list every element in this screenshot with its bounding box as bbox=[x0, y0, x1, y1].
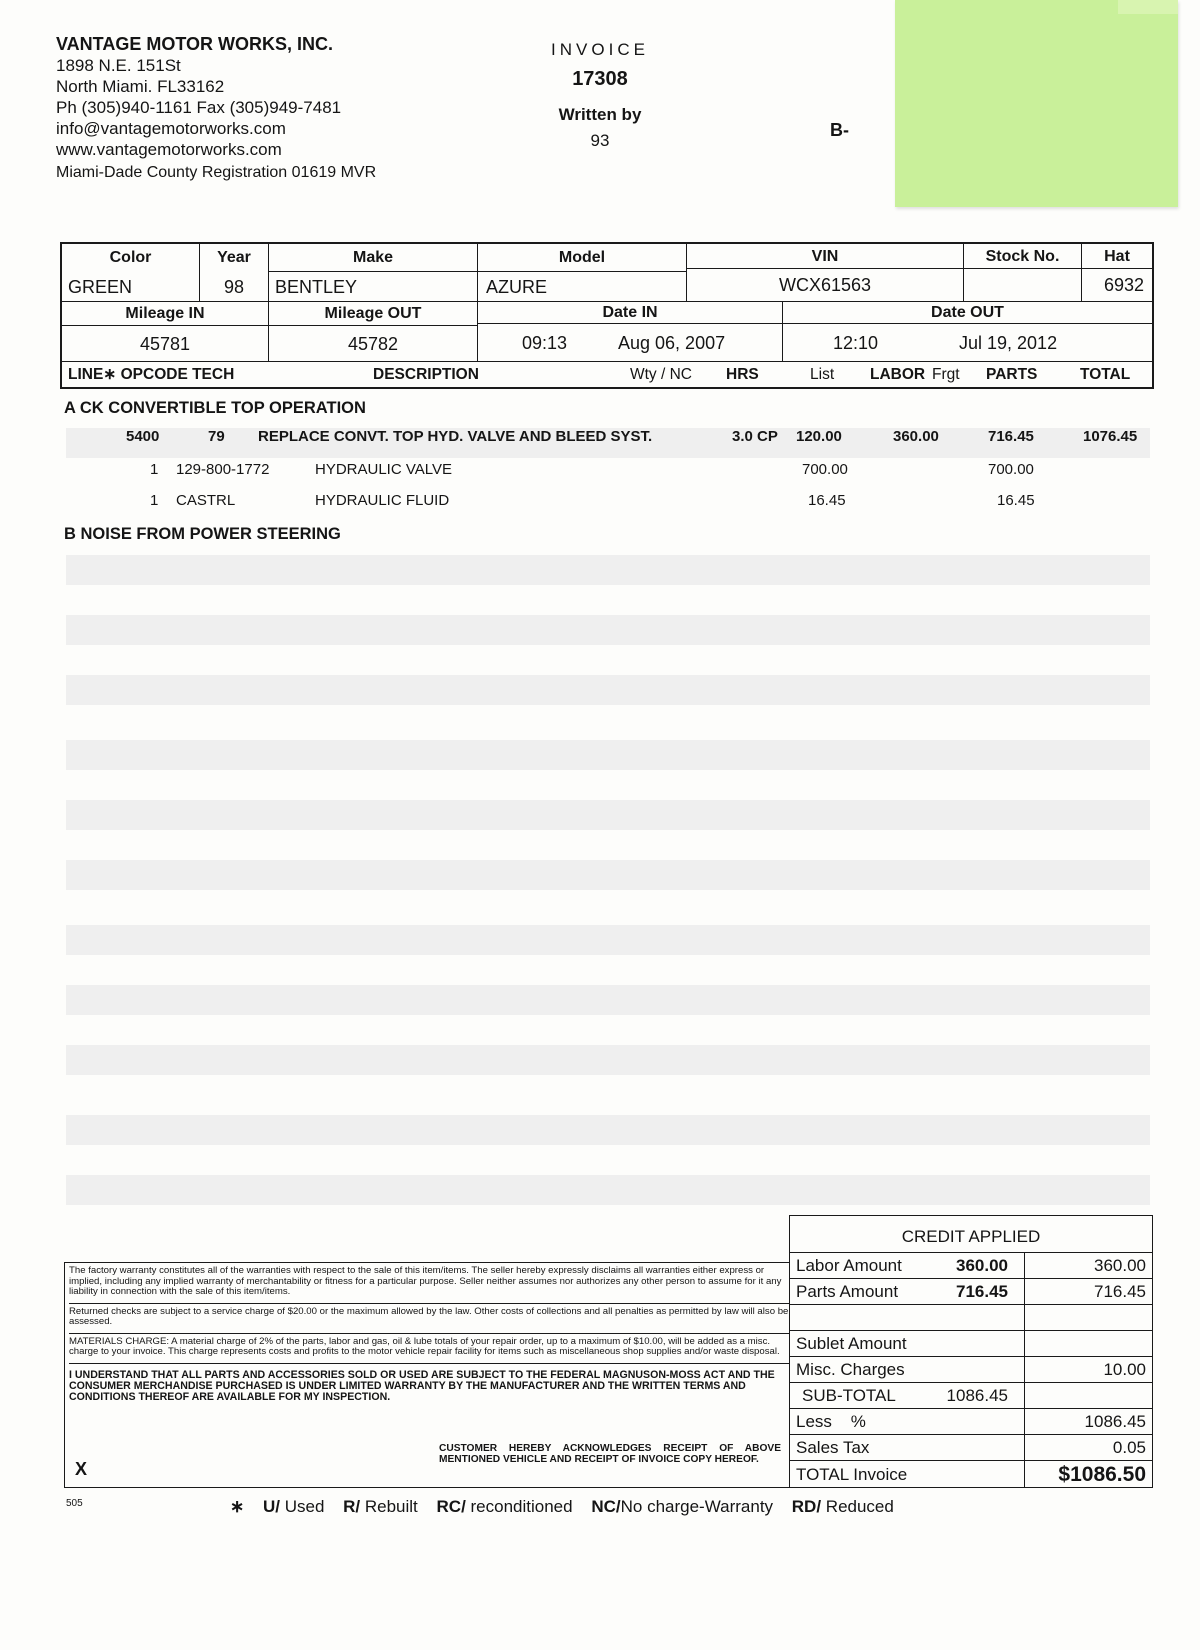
labor-amount-row bbox=[790, 1252, 1152, 1278]
company-name: VANTAGE MOTOR WORKS, INC. bbox=[56, 34, 333, 54]
hat-value: 6932 bbox=[1082, 269, 1152, 302]
legend-star: ∗ bbox=[230, 1497, 245, 1516]
sales-tax-row bbox=[790, 1434, 1152, 1460]
part-list: 16.45 bbox=[808, 492, 846, 509]
sales-tax-label: Sales Tax bbox=[796, 1438, 870, 1457]
model-header: Model bbox=[478, 244, 687, 272]
warranty-text: The factory warranty constitutes all of the warranties with respect to the sale of this item/items. The seller hereby expressly disclaims all warranties either express or implied, including any implied warranty of merchantability or fitness for a particular purpose. Seller neither assumes nor authorizes any other person to assume for it any liability in connection with the sale of this item/items. bbox=[69, 1263, 789, 1304]
company-phone: Ph (305)940-1161 Fax (305)949-7481 bbox=[56, 98, 342, 117]
part-description: HYDRAULIC VALVE bbox=[315, 461, 452, 478]
vin-header: VIN bbox=[687, 244, 964, 269]
materials-charge-text: MATERIALS CHARGE: A material charge of 2% of the parts, labor and gas, oil & lube totals of your repair order, up to a maximum of $10.00, will be added as a misc. charge to your invoice. This charge represents costs and profits to the motor vehicle repair facility for items such as miscellaneous shop supplies and/or waste disposal. bbox=[69, 1334, 789, 1364]
legend-r: R/ bbox=[343, 1497, 361, 1516]
subtotal-value: 1086.45 bbox=[946, 1386, 1008, 1405]
line-columns-header bbox=[62, 362, 1152, 387]
misc-charges-label: Misc. Charges bbox=[796, 1360, 905, 1379]
date-in-header: Date IN bbox=[478, 302, 783, 324]
time-out: 12:10 bbox=[833, 333, 879, 353]
col-total: TOTAL bbox=[1080, 366, 1131, 383]
part-parts: 700.00 bbox=[988, 461, 1034, 478]
parts-credit-value: 716.45 bbox=[1094, 1282, 1146, 1301]
col-parts: PARTS bbox=[986, 366, 1038, 383]
hat-header: Hat bbox=[1082, 244, 1152, 269]
col-list: List bbox=[810, 366, 835, 383]
job-a-opcode: 5400 bbox=[126, 428, 160, 445]
code-legend bbox=[230, 1497, 894, 1517]
job-a-total: 1076.45 bbox=[1083, 428, 1138, 445]
col-hrs: HRS bbox=[726, 366, 759, 383]
labor-credit-value: 360.00 bbox=[1094, 1256, 1146, 1275]
part-number: CASTRL bbox=[176, 492, 236, 509]
legend-rd-text: Reduced bbox=[821, 1497, 894, 1516]
legend-u: U/ bbox=[262, 1497, 280, 1516]
total-invoice-label: TOTAL Invoice bbox=[796, 1465, 908, 1484]
legend-nc: NC/ bbox=[591, 1497, 621, 1516]
written-by-value: 93 bbox=[590, 131, 610, 150]
legend-rc: RC/ bbox=[436, 1497, 466, 1516]
date-out-header: Date OUT bbox=[783, 302, 1152, 324]
part-qty: 1 bbox=[150, 492, 159, 509]
stock-header: Stock No. bbox=[964, 244, 1082, 269]
mileage-in-value: 45781 bbox=[62, 326, 269, 362]
less-row bbox=[790, 1408, 1152, 1434]
less-label: Less % bbox=[796, 1412, 866, 1431]
vin-value: WCX61563 bbox=[687, 269, 964, 302]
invoice-number: 17308 bbox=[572, 68, 628, 90]
date-in-value bbox=[478, 324, 783, 362]
part-parts: 16.45 bbox=[997, 492, 1035, 509]
date-out-value bbox=[783, 324, 1152, 362]
mileage-out-value: 45782 bbox=[269, 326, 478, 362]
time-in: 09:13 bbox=[522, 333, 568, 353]
labor-amount-label: Labor Amount bbox=[796, 1256, 902, 1275]
job-a-hrs: 3.0 CP bbox=[732, 428, 778, 445]
misc-charges-row bbox=[790, 1356, 1152, 1382]
part-description: HYDRAULIC FLUID bbox=[315, 492, 450, 509]
col-line: LINE∗ OPCODE TECH bbox=[68, 366, 235, 383]
disclaimer-box bbox=[64, 1262, 789, 1488]
parts-amount-value: 716.45 bbox=[956, 1282, 1008, 1301]
col-labor: LABOR bbox=[870, 366, 926, 383]
legend-nc-text: No charge-Warranty bbox=[620, 1497, 774, 1516]
magnuson-moss-text: I UNDERSTAND THAT ALL PARTS AND ACCESSORIES SOLD OR USED ARE SUBJECT TO THE FEDERAL MAGNUSON-MOSS ACT AND THE CONSUMER MERCHANDISE PURCHASED IS UNDER LIMITED WARRANTY BY THE MANUFACTURER AND THE WRITTEN TERMS AND CONDITIONS THEREOF ARE AVAILABLE FOR MY INSPECTION. bbox=[69, 1368, 775, 1403]
grade-mark: B- bbox=[830, 120, 849, 140]
legend-rc-text: reconditioned bbox=[465, 1497, 573, 1516]
color-value: GREEN bbox=[62, 272, 200, 302]
invoice-header bbox=[500, 40, 700, 151]
job-a-labor: 360.00 bbox=[893, 428, 939, 445]
written-by-label: Written by bbox=[558, 105, 642, 124]
signature-x: X bbox=[75, 1459, 88, 1479]
legend-rd: RD/ bbox=[791, 1497, 822, 1516]
color-header: Color bbox=[62, 244, 200, 272]
legend-u-text: Used bbox=[279, 1497, 325, 1516]
company-city: North Miami. FL33162 bbox=[56, 77, 225, 96]
company-address: 1898 N.E. 151St bbox=[56, 56, 181, 75]
col-wty: Wty / NC bbox=[630, 366, 692, 383]
sublet-amount-label: Sublet Amount bbox=[796, 1334, 907, 1353]
total-invoice-row bbox=[790, 1460, 1152, 1487]
job-b-title: B NOISE FROM POWER STEERING bbox=[64, 525, 341, 543]
totals-box bbox=[789, 1215, 1153, 1488]
sticky-note bbox=[895, 0, 1178, 207]
subtotal-row bbox=[790, 1382, 1152, 1408]
job-a-parts: 716.45 bbox=[988, 428, 1034, 445]
model-value: AZURE bbox=[478, 272, 687, 302]
subtotal-label: SUB-TOTAL bbox=[802, 1386, 896, 1405]
company-website: www.vantagemotorworks.com bbox=[56, 140, 282, 159]
misc-charges-value: 10.00 bbox=[1103, 1360, 1146, 1379]
sublet-amount-row bbox=[790, 1330, 1152, 1356]
sales-tax-value: 0.05 bbox=[1112, 1438, 1146, 1457]
company-registration: Miami-Dade County Registration 01619 MVR bbox=[56, 164, 377, 181]
parts-amount-row bbox=[790, 1278, 1152, 1304]
col-description: DESCRIPTION bbox=[373, 366, 479, 383]
company-email: info@vantagemotorworks.com bbox=[56, 119, 286, 138]
date-out: Jul 19, 2012 bbox=[959, 333, 1058, 353]
legend-r-text: Rebuilt bbox=[360, 1497, 418, 1516]
parts-amount-label: Parts Amount bbox=[796, 1282, 899, 1301]
mileage-in-header: Mileage IN bbox=[62, 302, 269, 326]
year-header: Year bbox=[200, 244, 269, 272]
returned-checks-text: Returned checks are subject to a service charge of $20.00 or the maximum allowed by the law. Other costs of collections and all penalties as permitted by law will also be assessed. bbox=[69, 1304, 789, 1334]
job-a-title: A CK CONVERTIBLE TOP OPERATION bbox=[64, 399, 366, 417]
part-row bbox=[0, 461, 1200, 483]
job-a-description: REPLACE CONVT. TOP HYD. VALVE AND BLEED SYST. bbox=[258, 428, 653, 445]
part-row bbox=[0, 492, 1200, 514]
part-list: 700.00 bbox=[802, 461, 848, 478]
date-in: Aug 06, 2007 bbox=[618, 333, 726, 353]
stock-value bbox=[964, 269, 1082, 302]
make-value: BENTLEY bbox=[269, 272, 478, 302]
receipt-acknowledgement: CUSTOMER HEREBY ACKNOWLEDGES RECEIPT OF ABOVE MENTIONED VEHICLE AND RECEIPT OF INVOICE COPY HEREOF. bbox=[439, 1443, 781, 1465]
mileage-out-header: Mileage OUT bbox=[269, 302, 478, 326]
invoice-title: INVOICE bbox=[551, 40, 649, 59]
labor-amount-value: 360.00 bbox=[956, 1256, 1008, 1275]
vehicle-table bbox=[60, 242, 1154, 389]
total-invoice-value: $1086.50 bbox=[1058, 1463, 1146, 1486]
year-value: 98 bbox=[200, 272, 269, 302]
credit-applied-label: CREDIT APPLIED bbox=[901, 1227, 1041, 1246]
job-a-tech: 79 bbox=[208, 428, 225, 445]
form-number: 505 bbox=[66, 1498, 83, 1509]
part-qty: 1 bbox=[150, 461, 159, 478]
less-value: 1086.45 bbox=[1084, 1412, 1146, 1431]
company-block bbox=[56, 34, 376, 183]
job-a-operation bbox=[0, 428, 1200, 450]
make-header: Make bbox=[269, 244, 478, 272]
job-a-list: 120.00 bbox=[796, 428, 842, 445]
col-frgt: Frgt bbox=[932, 366, 960, 383]
blank-row bbox=[790, 1304, 1152, 1330]
part-number: 129-800-1772 bbox=[176, 461, 270, 478]
